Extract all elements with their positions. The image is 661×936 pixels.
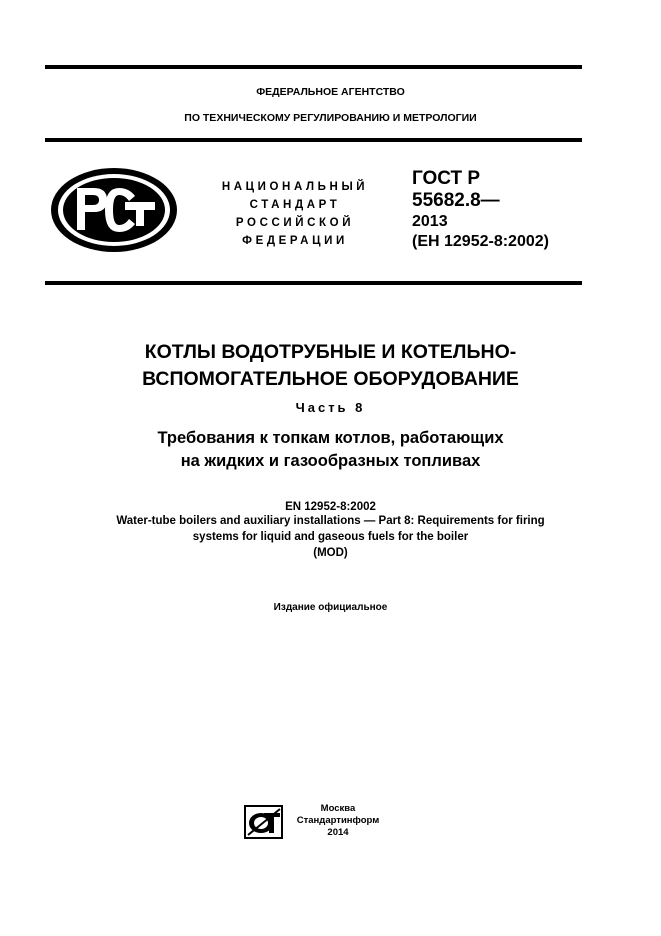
- subtitle-line-2: на жидких и газообразных топливах: [180, 452, 481, 470]
- part-label: Часть 8: [295, 400, 366, 415]
- standartinform-logo-icon: [244, 805, 283, 839]
- publisher-year: 2014: [327, 827, 349, 838]
- standard-designation: [412, 168, 549, 252]
- agency-line-1: ФЕДЕРАЛЬНОЕ АГЕНТСТВО: [256, 86, 405, 98]
- en-mod: (MOD): [313, 547, 348, 559]
- designation-line-2: 55682.8—: [412, 190, 500, 211]
- national-line-3: РОССИЙСКОЙ: [235, 217, 355, 229]
- en-code: EN 12952-8:2002: [285, 501, 376, 513]
- national-line-4: ФЕДЕРАЦИИ: [242, 235, 348, 247]
- emblem-divider: [45, 281, 582, 285]
- national-standard-block: [200, 178, 390, 250]
- national-line-1: НАЦИОНАЛЬНЫЙ: [221, 181, 369, 193]
- designation-line-3: 2013: [412, 213, 448, 230]
- publisher-block: [288, 803, 388, 839]
- top-rule: [45, 65, 582, 69]
- designation-line-1: ГОСТ Р: [412, 168, 481, 189]
- header-divider: [45, 138, 582, 142]
- title-line-2: ВСПОМОГАТЕЛЬНОЕ ОБОРУДОВАНИЕ: [142, 368, 519, 390]
- title-line-1: КОТЛЫ ВОДОТРУБНЫЕ И КОТЕЛЬНО-: [144, 341, 517, 363]
- designation-line-4: (ЕН 12952-8:2002): [412, 233, 549, 250]
- subtitle-line-1: Требования к топкам котлов, работающих: [157, 429, 504, 447]
- rst-emblem-icon: [49, 166, 179, 254]
- publisher-city: Москва: [320, 803, 356, 814]
- national-line-2: СТАНДАРТ: [249, 199, 341, 211]
- agency-line-2: ПО ТЕХНИЧЕСКОМУ РЕГУЛИРОВАНИЮ И МЕТРОЛОГИИ: [184, 112, 477, 124]
- publisher-name: Стандартинформ: [296, 815, 380, 826]
- en-title-line-1: Water-tube boilers and auxiliary installations — Part 8: Requirements for firing: [116, 515, 545, 527]
- en-title-line-2: systems for liquid and gaseous fuels for the boiler: [192, 531, 469, 543]
- edition-label: Издание официальное: [273, 602, 388, 613]
